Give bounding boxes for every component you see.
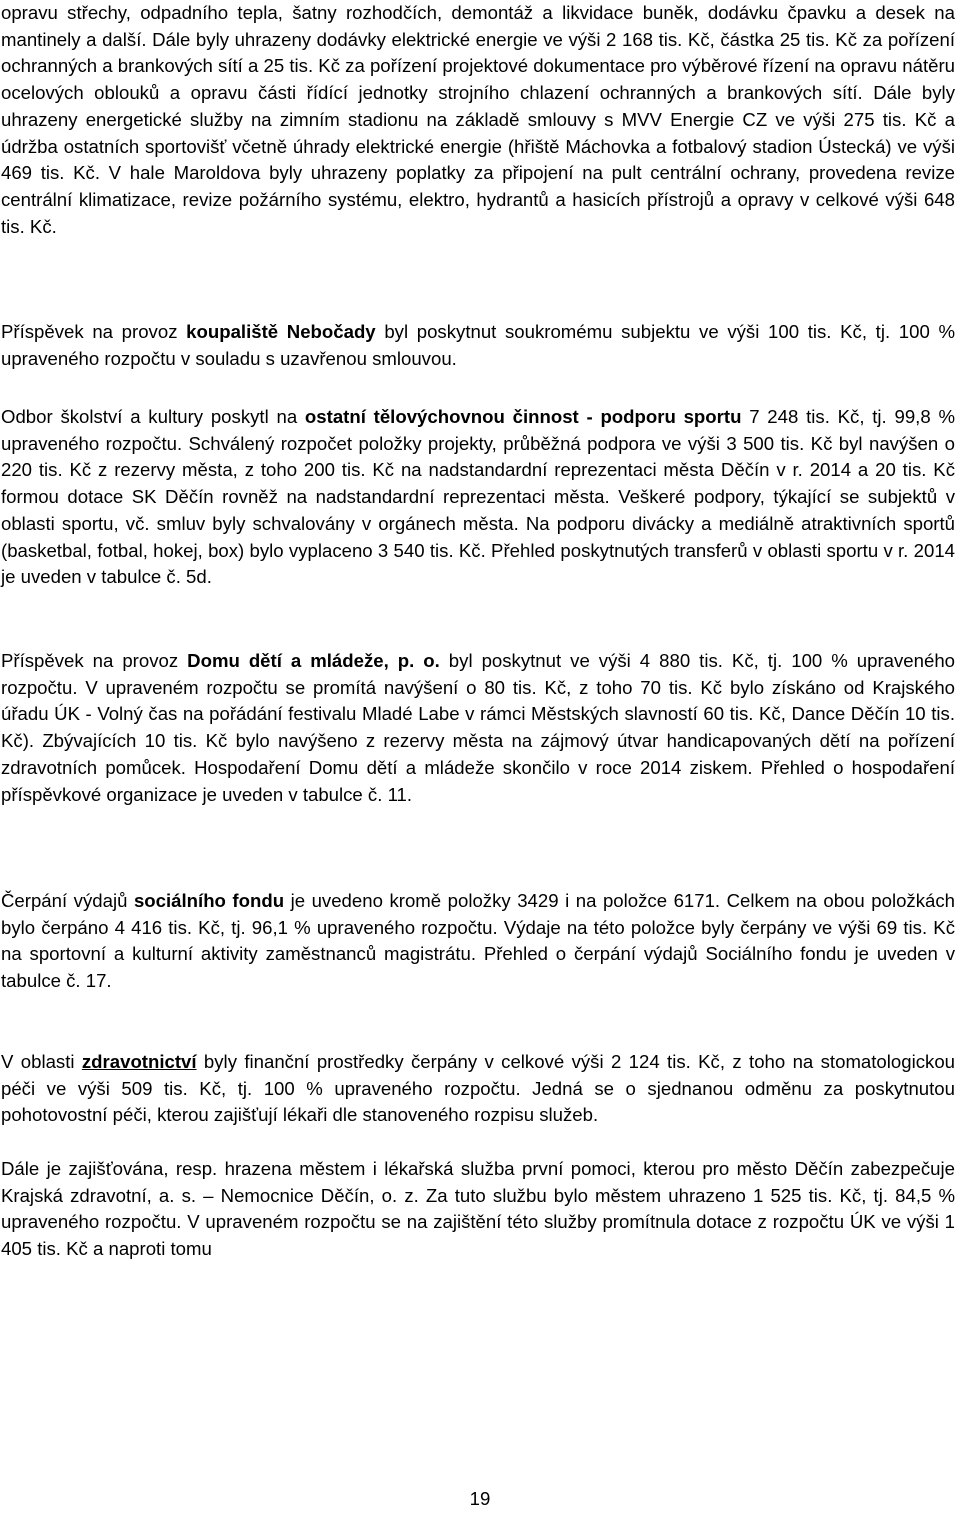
text-lead: Čerpání výdajů — [1, 890, 134, 911]
bold-term: koupaliště Nebočady — [186, 321, 376, 342]
paragraph-text: Dále je zajišťována, resp. hrazena městem i lékařská služba první pomoci, kterou pro město Děčín zabezpečuje Krajská zdravotní, a. s. – Nemocnice Děčín, o. z. Za tuto službu bylo městem uhrazeno 1 525 tis. Kč, tj. 84,5 % upraveného rozpočtu. V upraveném rozpočtu se na zajištění této služby promítnula dotace z rozpočtu ÚK ve výši 1 405 tis. Kč a naproti tomu — [1, 1158, 955, 1260]
paragraph-first-aid — [1, 1156, 955, 1263]
paragraph-text — [1, 648, 955, 808]
bold-term: ostatní tělovýchovnou činnost - podporu sportu — [304, 406, 742, 427]
paragraph-youth-house — [1, 648, 955, 808]
paragraph-text: opravu střechy, odpadního tepla, šatny rozhodčích, demontáž a likvidace buněk, dodávku čpavku a desek na mantinely a další. Dále byly uhrazeny dodávky elektrické energie ve výši 2 168 tis. Kč, částka 25 tis. Kč za pořízení ochranných a brankových sítí a 25 tis. Kč za pořízení projektové dokumentace pro výběrové řízení na opravu nátěru ocelových oblouků a opravu části řídící jednotky strojního chlazení ochranných a brankových sítí. Dále byly uhrazeny energetické služby na zimním stadionu na základě smlouvy s MVV Energie CZ ve výši 275 tis. Kč a údržba ostatních sportovišť včetně úhrady elektrické energie (hřiště Máchovka a fotbalový stadion Ústecká) ve výši 469 tis. Kč. V hale Maroldova byly uhrazeny poplatky za připojení na pult centrální ochrany, provedena revize centrální klimatizace, revize požárního systému, elektro, hydrantů a hasicích přístrojů a opravy v celkové výši 648 tis. Kč. — [1, 2, 955, 237]
paragraph-sport-support — [1, 404, 955, 591]
paragraph-text — [1, 1049, 955, 1129]
page-number: 19 — [469, 1488, 491, 1509]
text-rest: byl poskytnut ve výši 4 880 tis. Kč, tj. 100 % upraveného rozpočtu. V upraveném rozpočtu se promítá navýšení o 80 tis. Kč, z toho 70 tis. Kč bylo získáno od Krajského úřadu ÚK - Volný čas na pořádání festivalu Mladé Labe v rámci Městských slavností 60 tis. Kč, Dance Děčín 10 tis. Kč). Zbývajících 10 tis. Kč bylo navýšeno z rezervy města na zájmový útvar handicapovaných dětí na pořízení zdravotních pomůcek. Hospodaření Domu dětí a mládeže skončilo v roce 2014 ziskem. Přehled o hospodaření příspěvkové organizace je uveden v tabulce č. 11. — [1, 650, 955, 805]
paragraph-healthcare — [1, 1049, 955, 1129]
paragraph-text — [1, 888, 955, 995]
bold-term: Domu dětí a mládeže, p. o. — [187, 650, 440, 671]
paragraph-text — [1, 319, 955, 372]
bold-underlined-term: zdravotnictví — [81, 1051, 197, 1072]
text-lead: Příspěvek na provoz — [1, 650, 188, 671]
bold-term: sociálního fondu — [133, 890, 285, 911]
paragraph-text — [1, 404, 955, 591]
text-rest: 7 248 tis. Kč, tj. 99,8 % upraveného rozpočtu. Schválený rozpočet položky projekty, průběžná podpora ve výši 3 500 tis. Kč byl navýšen o 220 tis. Kč z rezervy města, z toho 200 tis. Kč na nadstandardní reprezentaci města Děčín v r. 2014 a 20 tis. Kč formou dotace SK Děčín rovněž na nadstandardní reprezentaci města. Veškeré podpory, týkající se subjektů v oblasti sportu, vč. smluv byly schvalovány v orgánech města. Na podporu divácky a mediálně atraktivních sportů (basketbal, fotbal, hokej, box) bylo vyplaceno 3 540 tis. Kč. Přehled poskytnutých transferů v oblasti sportu v r. 2014 je uveden v tabulce č. 5d. — [1, 406, 955, 588]
text-lead: V oblasti — [1, 1051, 82, 1072]
text-rest: byl poskytnut soukromému subjektu ve výši 100 tis. Kč, tj. 100 % upraveného rozpočtu v souladu s uzavřenou smlouvou. — [1, 321, 955, 369]
paragraph-swimming-pool — [1, 319, 955, 372]
paragraph-social-fund — [1, 888, 955, 995]
text-rest: je uvedeno kromě položky 3429 i na položce 6171. Celkem na obou položkách bylo čerpáno 4 416 tis. Kč, tj. 96,1 % upraveného rozpočtu. Výdaje na této položce byly čerpány ve výši 69 tis. Kč na sportovní a kulturní aktivity zaměstnanců magistrátu. Přehled o čerpání výdajů Sociálního fondu je uveden v tabulce č. 17. — [1, 890, 955, 992]
text-lead: Příspěvek na provoz — [1, 321, 187, 342]
paragraph-sports-facilities — [1, 0, 955, 240]
text-lead: Odbor školství a kultury poskytl na — [1, 406, 305, 427]
text-rest: byly finanční prostředky čerpány v celkové výši 2 124 tis. Kč, z toho na stomatologickou péči ve výši 509 tis. Kč, tj. 100 % upraveného rozpočtu. Jedná se o sjednanou odměnu za poskytnutou pohotovostní péči, kterou zajišťují lékaři dle stanoveného rozpisu služeb. — [1, 1051, 955, 1126]
